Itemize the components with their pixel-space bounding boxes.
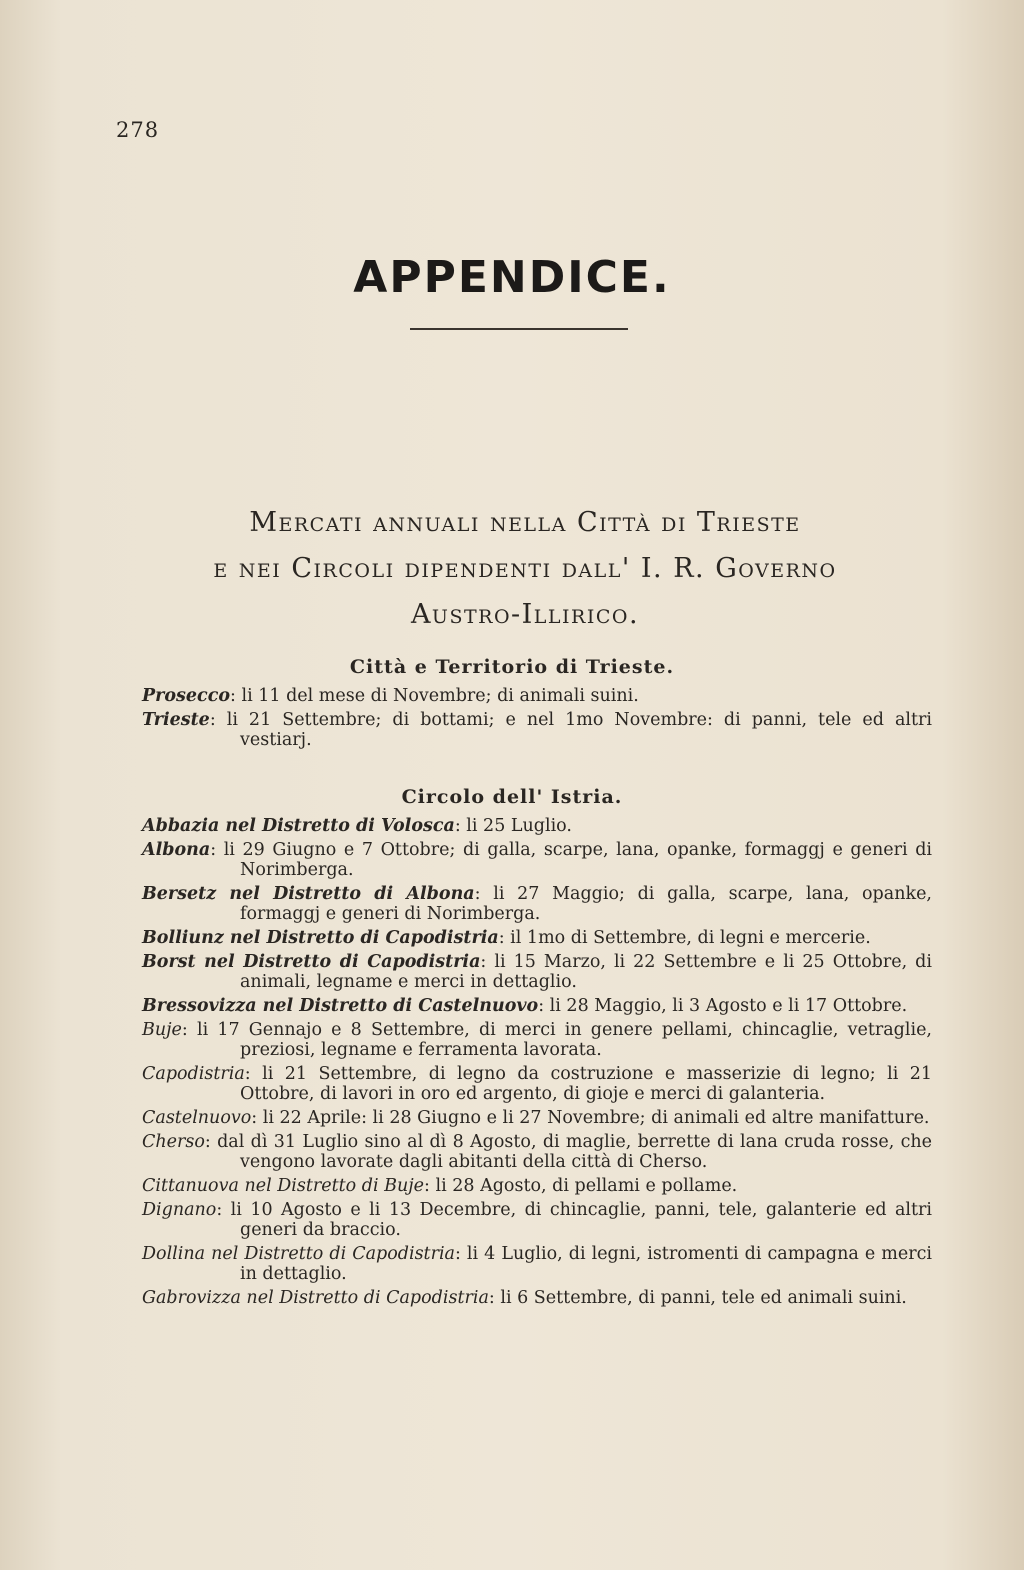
entry-place: Dignano: [142, 1200, 217, 1220]
entry-text: : li 6 Settembre, di panni, tele ed animali suini.: [488, 1288, 907, 1308]
entry-text: : il 1mo di Settembre, di legni e mercerie.: [498, 928, 871, 948]
entry-place: Castelnuovo: [142, 1108, 252, 1128]
entry: [142, 1200, 932, 1240]
heading-line-3: Austro-Illirico.: [410, 599, 640, 630]
entry-text: : li 29 Giugno e 7 Ottobre; di galla, scarpe, lana, opanke, formaggj e generi di Norimberga.: [210, 840, 932, 880]
entry-place: Cherso: [142, 1132, 205, 1152]
entry: [142, 816, 932, 836]
entry-text: : li 10 Agosto e li 13 Decembre, di chincaglie, panni, tele, galanterie ed altri generi da braccio.: [216, 1200, 932, 1240]
entry-place: Trieste: [142, 710, 210, 730]
entry: [142, 1132, 932, 1172]
entry-place: Abbazia nel Distretto di Volosca: [142, 816, 455, 836]
heading-line-2: e nei Circoli dipendenti dall' I. R. Governo: [213, 553, 837, 584]
entry-text: : li 21 Settembre, di legno da costruzione e masserizie di legno; li 21 Ottobre, di lavori in oro ed argento, di gioje e merci di galanteria.: [240, 1064, 932, 1104]
main-heading: [130, 500, 920, 638]
entry-text: : li 28 Agosto, di pellami e pollame.: [424, 1176, 738, 1196]
entry: [142, 840, 932, 880]
appendix-title: APPENDICE.: [353, 252, 671, 303]
entry: [142, 996, 932, 1016]
entry: [142, 884, 932, 924]
entry: [142, 1108, 932, 1128]
entry-place: Gabrovizza nel Distretto di Capodistria: [142, 1288, 489, 1308]
entry-text: : li 17 Gennajo e 8 Settembre, di merci in genere pellami, chincaglie, vetraglie, preziosi, legname e ferramenta lavorata.: [181, 1020, 932, 1060]
entry-text: : li 11 del mese di Novembre; di animali suini.: [230, 686, 639, 706]
entry: [142, 928, 932, 948]
entry-place: Dollina nel Distretto di Capodistria: [142, 1244, 455, 1264]
entry-place: Cittanuova nel Distretto di Buje: [142, 1176, 425, 1196]
entry: [142, 1020, 932, 1060]
entry-place: Prosecco: [142, 686, 231, 706]
entry-text: : li 4 Luglio, di legni, istromenti di campagna e merci in dettaglio.: [240, 1244, 932, 1284]
entry: [142, 710, 932, 750]
trieste-entries: [142, 686, 932, 754]
entry-text: : li 28 Maggio, li 3 Agosto e li 17 Ottobre.: [538, 996, 908, 1016]
entry-text: : dal dì 31 Luglio sino al dì 8 Agosto, di maglie, berrette di lana cruda rosse, che vengono lavorate dagli abitanti della città di Cherso.: [204, 1132, 932, 1172]
entry: [142, 1288, 932, 1308]
heading-line-1: Mercati annuali nella Città di Trieste: [249, 507, 801, 538]
entry-text: : li 22 Aprile: li 28 Giugno e li 27 Novembre; di animali ed altre manifatture.: [251, 1108, 930, 1128]
section-heading-istria: Circolo dell' Istria.: [401, 786, 623, 808]
entry-place: Bolliunz nel Distretto di Capodistria: [142, 928, 499, 948]
entry-text: : li 21 Settembre; di bottami; e nel 1mo Novembre: di panni, tele ed altri vestiarj.: [209, 710, 932, 750]
entry-place: Capodistria: [142, 1064, 245, 1084]
page-number: 278: [116, 118, 160, 142]
entry-text: : li 15 Marzo, li 22 Settembre e li 25 Ottobre, di animali, legname e merci in dettaglio.: [240, 952, 932, 992]
entry-place: Albona: [142, 840, 211, 860]
entry-place: Bersetz nel Distretto di Albona: [142, 884, 475, 904]
entry: [142, 686, 932, 706]
entry: [142, 1064, 932, 1104]
entry-text: : li 27 Maggio; di galla, scarpe, lana, opanke, formaggj e generi di Norimberga.: [240, 884, 932, 924]
istria-entries: [142, 816, 932, 1312]
title-rule: [410, 328, 628, 330]
entry: [142, 952, 932, 992]
entry-place: Borst nel Distretto di Capodistria: [142, 952, 481, 972]
entry-place: Bressovizza nel Distretto di Castelnuovo: [142, 996, 539, 1016]
entry: [142, 1176, 932, 1196]
entry: [142, 1244, 932, 1284]
entry-place: Buje: [142, 1020, 182, 1040]
entry-text: : li 25 Luglio.: [454, 816, 572, 836]
section-heading-trieste: Città e Territorio di Trieste.: [349, 656, 675, 678]
